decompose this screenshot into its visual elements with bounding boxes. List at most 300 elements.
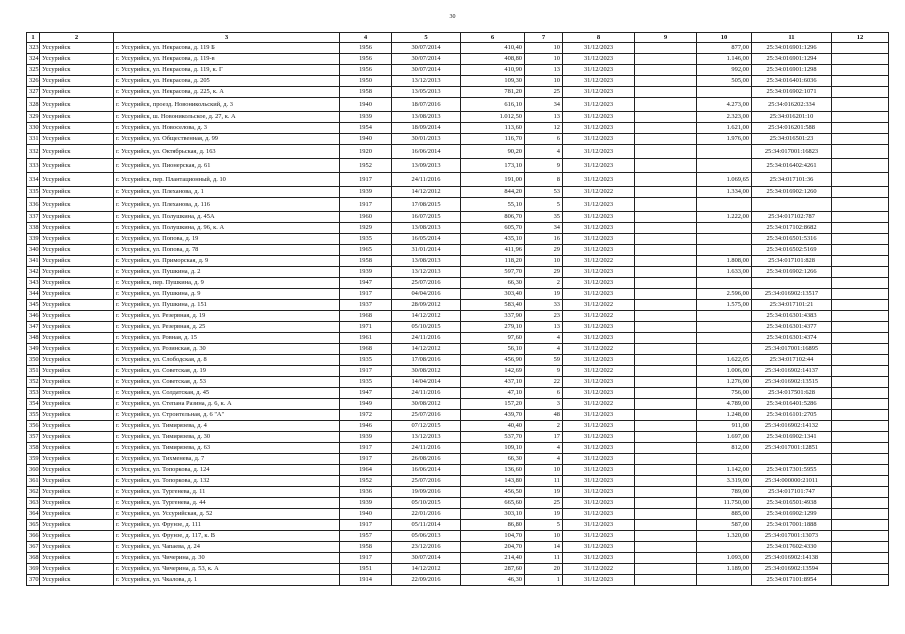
table-cell: 410,40 xyxy=(461,43,525,54)
table-cell: 31/01/2014 xyxy=(392,245,461,256)
table-cell: Уссурийск xyxy=(40,234,114,245)
table-cell xyxy=(635,145,697,159)
table-cell: г. Уссурийск, ул. Чапаева, д. 24 xyxy=(114,542,340,553)
table-cell xyxy=(635,366,697,377)
table-row xyxy=(27,212,889,223)
table-cell: 31/12/2023 xyxy=(563,212,635,223)
table-cell: 343 xyxy=(27,278,40,289)
table-cell: 1917 xyxy=(340,289,392,300)
table-cell: г. Уссурийск, ул. Ровная, д. 15 xyxy=(114,333,340,344)
table-cell: 4 xyxy=(525,344,563,355)
table-cell: 333 xyxy=(27,159,40,173)
table-cell: 30/07/2014 xyxy=(392,43,461,54)
table-cell: 31/12/2023 xyxy=(563,476,635,487)
table-cell xyxy=(832,278,889,289)
table-cell: 369 xyxy=(27,564,40,575)
table-cell: 11 xyxy=(525,476,563,487)
table-row xyxy=(27,476,889,487)
table-row xyxy=(27,54,889,65)
table-cell: 13/12/2013 xyxy=(392,432,461,443)
table-cell: 56,10 xyxy=(461,344,525,355)
table-cell: Уссурийск xyxy=(40,399,114,410)
table-cell: 31/12/2022 xyxy=(563,311,635,322)
table-cell: 19 xyxy=(525,289,563,300)
table-cell: 1.622,05 xyxy=(697,355,752,366)
table-cell xyxy=(635,443,697,454)
table-cell xyxy=(832,432,889,443)
table-cell: 345 xyxy=(27,300,40,311)
table-cell: г. Уссурийск, ул. Чкалова, д. 1 xyxy=(114,575,340,586)
table-cell: г. Уссурийск, ул. Некрасова, д. 119 Б xyxy=(114,43,340,54)
table-cell: Уссурийск xyxy=(40,212,114,223)
table-row xyxy=(27,322,889,333)
table-cell: Уссурийск xyxy=(40,564,114,575)
table-cell xyxy=(832,421,889,432)
table-cell xyxy=(697,575,752,586)
table-cell: 439,70 xyxy=(461,410,525,421)
table-cell: 31/12/2023 xyxy=(563,575,635,586)
table-row xyxy=(27,145,889,159)
table-cell: 1971 xyxy=(340,322,392,333)
table-cell: 30/07/2014 xyxy=(392,553,461,564)
column-header: 6 xyxy=(461,33,525,43)
table-cell: 25:34:017001:16823 xyxy=(752,145,832,159)
table-cell: 1956 xyxy=(340,54,392,65)
table-cell xyxy=(832,311,889,322)
table-cell xyxy=(635,377,697,388)
table-cell: 136,60 xyxy=(461,465,525,476)
table-cell: 25:34:017001:12851 xyxy=(752,443,832,454)
table-cell: 31/12/2023 xyxy=(563,388,635,399)
table-cell: 66,30 xyxy=(461,454,525,465)
table-cell: 66,30 xyxy=(461,278,525,289)
table-cell: Уссурийск xyxy=(40,256,114,267)
table-cell: 04/04/2016 xyxy=(392,289,461,300)
table-cell: Уссурийск xyxy=(40,366,114,377)
table-cell: 25:34:016502:5169 xyxy=(752,245,832,256)
table-cell: 25:34:016901:1294 xyxy=(752,54,832,65)
table-cell: г. Уссурийск, ш. Новоникольское, д. 27, к. А xyxy=(114,112,340,123)
table-cell xyxy=(832,65,889,76)
table-row xyxy=(27,410,889,421)
table-cell: г. Уссурийск, пер. Пушкина, д. 9 xyxy=(114,278,340,289)
table-cell: 781,20 xyxy=(461,87,525,98)
table-row xyxy=(27,173,889,187)
table-cell: 31/12/2023 xyxy=(563,112,635,123)
table-cell: 25:34:017001:16895 xyxy=(752,344,832,355)
table-cell: 1960 xyxy=(340,212,392,223)
table-cell: 31/12/2023 xyxy=(563,432,635,443)
table-cell: г. Уссурийск, ул. Общественная, д. 99 xyxy=(114,134,340,145)
table-row xyxy=(27,76,889,87)
table-cell: 31/12/2023 xyxy=(563,43,635,54)
table-cell: 31/12/2023 xyxy=(563,198,635,212)
table-cell: 350 xyxy=(27,355,40,366)
table-cell: 24/11/2016 xyxy=(392,388,461,399)
table-row xyxy=(27,399,889,410)
table-cell: 334 xyxy=(27,173,40,187)
table-cell: 31/12/2023 xyxy=(563,76,635,87)
table-cell: 214,40 xyxy=(461,553,525,564)
table-cell: 31/12/2022 xyxy=(563,344,635,355)
table-cell: 25:34:017501:628 xyxy=(752,388,832,399)
table-cell: 53 xyxy=(525,187,563,198)
table-row xyxy=(27,256,889,267)
table-cell: 19 xyxy=(525,487,563,498)
table-cell: Уссурийск xyxy=(40,43,114,54)
table-cell: 14/04/2014 xyxy=(392,377,461,388)
table-cell: г. Уссурийск, ул. Пушкина, д. 9 xyxy=(114,289,340,300)
table-cell: 1.222,00 xyxy=(697,212,752,223)
table-cell: 1940 xyxy=(340,98,392,112)
table-cell: 756,00 xyxy=(697,388,752,399)
table-cell xyxy=(635,256,697,267)
table-row xyxy=(27,234,889,245)
table-cell xyxy=(697,198,752,212)
table-cell: 329 xyxy=(27,112,40,123)
table-cell: 348 xyxy=(27,333,40,344)
column-header: 8 xyxy=(563,33,635,43)
table-cell: 10 xyxy=(525,256,563,267)
table-cell: 341 xyxy=(27,256,40,267)
column-header: 2 xyxy=(40,33,114,43)
table-cell: 25:34:016902:13515 xyxy=(752,377,832,388)
table-row xyxy=(27,278,889,289)
table-cell: 4 xyxy=(525,333,563,344)
table-row xyxy=(27,198,889,212)
table-row xyxy=(27,223,889,234)
table-cell xyxy=(832,564,889,575)
table-cell: 31/12/2023 xyxy=(563,245,635,256)
table-cell: 25:34:016402:4261 xyxy=(752,159,832,173)
table-cell xyxy=(832,399,889,410)
table-cell: 1972 xyxy=(340,410,392,421)
table-cell: 25:34:017101:36 xyxy=(752,173,832,187)
table-cell: 191,00 xyxy=(461,173,525,187)
table-cell: 346 xyxy=(27,311,40,322)
table-cell: 31/12/2023 xyxy=(563,87,635,98)
table-cell: 05/11/2014 xyxy=(392,520,461,531)
table-row xyxy=(27,564,889,575)
table-cell xyxy=(635,311,697,322)
table-cell: 505,00 xyxy=(697,76,752,87)
table-cell: 365 xyxy=(27,520,40,531)
table-cell: 31/12/2022 xyxy=(563,187,635,198)
table-cell: 11.750,00 xyxy=(697,498,752,509)
table-cell: 1949 xyxy=(340,399,392,410)
table-cell: г. Уссурийск, ул. Топоркова, д. 124 xyxy=(114,465,340,476)
table-cell: 367 xyxy=(27,542,40,553)
table-cell: 25:34:017101:747 xyxy=(752,487,832,498)
table-cell: 338 xyxy=(27,223,40,234)
table-cell xyxy=(635,322,697,333)
table-cell: 25:34:016902:13517 xyxy=(752,289,832,300)
table-cell: 992,00 xyxy=(697,65,752,76)
table-row xyxy=(27,520,889,531)
table-cell: 1914 xyxy=(340,575,392,586)
table-cell: 537,70 xyxy=(461,432,525,443)
table-row xyxy=(27,575,889,586)
table-cell: 29 xyxy=(525,267,563,278)
table-cell: 25:34:017001:13073 xyxy=(752,531,832,542)
table-cell: 23/12/2016 xyxy=(392,542,461,553)
table-cell: г. Уссурийск, ул. Новоселова, д. 3 xyxy=(114,123,340,134)
table-cell: Уссурийск xyxy=(40,54,114,65)
table-cell: Уссурийск xyxy=(40,198,114,212)
table-cell: 25:34:016201:588 xyxy=(752,123,832,134)
table-cell: 31/12/2023 xyxy=(563,134,635,145)
table-cell: 354 xyxy=(27,399,40,410)
table-row xyxy=(27,487,889,498)
table-cell: 2 xyxy=(525,278,563,289)
table-cell: 360 xyxy=(27,465,40,476)
column-header: 7 xyxy=(525,33,563,43)
table-cell xyxy=(832,476,889,487)
table-cell: 34 xyxy=(525,98,563,112)
table-cell xyxy=(635,267,697,278)
table-cell: Уссурийск xyxy=(40,65,114,76)
table-cell xyxy=(635,355,697,366)
table-cell: 25:34:016101:2705 xyxy=(752,410,832,421)
table-cell: 25:34:017301:5955 xyxy=(752,465,832,476)
table-cell: 19/09/2016 xyxy=(392,487,461,498)
table-cell xyxy=(832,443,889,454)
table-cell xyxy=(635,134,697,145)
table-cell: Уссурийск xyxy=(40,476,114,487)
table-cell: Уссурийск xyxy=(40,311,114,322)
table-cell: 25:34:016902:13594 xyxy=(752,564,832,575)
table-cell: г. Уссурийск, ул. Тургенева, д. 44 xyxy=(114,498,340,509)
table-cell xyxy=(697,311,752,322)
table-cell xyxy=(635,65,697,76)
table-cell: 303,40 xyxy=(461,289,525,300)
table-cell: 844,20 xyxy=(461,187,525,198)
table-cell: г. Уссурийск, ул. Фрунзе, д. 117, к. В xyxy=(114,531,340,542)
table-cell: 31/12/2023 xyxy=(563,509,635,520)
table-cell: 25:34:016902:1071 xyxy=(752,87,832,98)
table-cell: 1.621,00 xyxy=(697,123,752,134)
table-cell: 344 xyxy=(27,289,40,300)
table-cell: 1935 xyxy=(340,234,392,245)
table-row xyxy=(27,267,889,278)
table-cell xyxy=(697,322,752,333)
table-cell: 1.697,00 xyxy=(697,432,752,443)
table-cell: г. Уссурийск, ул. Тимирязева, д. 30 xyxy=(114,432,340,443)
table-cell: 30/01/2013 xyxy=(392,134,461,145)
table-cell xyxy=(635,487,697,498)
table-cell: 30/07/2014 xyxy=(392,65,461,76)
table-cell: 31/12/2023 xyxy=(563,421,635,432)
table-cell: 4 xyxy=(525,454,563,465)
table-cell: 2.596,00 xyxy=(697,289,752,300)
table-cell: 1940 xyxy=(340,134,392,145)
table-cell: г. Уссурийск, ул. Уссурийская, д. 52 xyxy=(114,509,340,520)
table-cell: 31/12/2023 xyxy=(563,542,635,553)
table-cell: 1936 xyxy=(340,487,392,498)
table-cell: г. Уссурийск, ул. Пушкина, д. 2 xyxy=(114,267,340,278)
column-header: 9 xyxy=(635,33,697,43)
table-cell: 34 xyxy=(525,223,563,234)
table-cell: г. Уссурийск, ул. Резервная, д. 19 xyxy=(114,311,340,322)
table-cell: 332 xyxy=(27,145,40,159)
table-cell: г. Уссурийск, ул. Солдатская, д. 45 xyxy=(114,388,340,399)
table-cell xyxy=(832,322,889,333)
table-cell: 1939 xyxy=(340,112,392,123)
table-row xyxy=(27,465,889,476)
table-cell: 31/12/2023 xyxy=(563,145,635,159)
table-cell: 789,00 xyxy=(697,487,752,498)
table-cell: г. Уссурийск, ул. Чичерина, д. 30 xyxy=(114,553,340,564)
table-cell: 31/12/2022 xyxy=(563,564,635,575)
table-cell: Уссурийск xyxy=(40,134,114,145)
table-cell: Уссурийск xyxy=(40,267,114,278)
table-cell xyxy=(635,465,697,476)
table-cell: 1939 xyxy=(340,267,392,278)
table-cell: Уссурийск xyxy=(40,355,114,366)
table-row xyxy=(27,388,889,399)
table-cell: 1917 xyxy=(340,173,392,187)
table-cell: Уссурийск xyxy=(40,432,114,443)
table-cell: 361 xyxy=(27,476,40,487)
table-cell: 30/08/2012 xyxy=(392,399,461,410)
table-cell: 24/11/2016 xyxy=(392,333,461,344)
table-cell xyxy=(635,498,697,509)
table-cell: 1950 xyxy=(340,76,392,87)
table-cell: 1957 xyxy=(340,531,392,542)
table-cell: г. Уссурийск, ул. Степана Разина, д. 6, к. А xyxy=(114,399,340,410)
table-cell: 5 xyxy=(525,198,563,212)
table-cell: 877,00 xyxy=(697,43,752,54)
table-cell xyxy=(697,454,752,465)
table-cell xyxy=(832,245,889,256)
table-cell: 31/12/2023 xyxy=(563,267,635,278)
table-row xyxy=(27,333,889,344)
table-cell xyxy=(832,223,889,234)
table-cell: Уссурийск xyxy=(40,145,114,159)
table-cell: 25:34:000000:21011 xyxy=(752,476,832,487)
table-cell: 48 xyxy=(525,410,563,421)
table-cell xyxy=(635,112,697,123)
table-cell: 12 xyxy=(525,123,563,134)
table-cell: 25:34:016902:14137 xyxy=(752,366,832,377)
table-cell: 9 xyxy=(525,366,563,377)
table-cell: 14/12/2012 xyxy=(392,311,461,322)
table-cell: г. Уссурийск, ул. Полушкина, д. 45А xyxy=(114,212,340,223)
table-cell: 411,96 xyxy=(461,245,525,256)
table-cell: 587,00 xyxy=(697,520,752,531)
table-row xyxy=(27,123,889,134)
table-cell xyxy=(832,87,889,98)
table-cell: 31/12/2023 xyxy=(563,487,635,498)
table-cell: Уссурийск xyxy=(40,377,114,388)
table-cell xyxy=(697,223,752,234)
table-cell xyxy=(832,123,889,134)
table-cell xyxy=(832,187,889,198)
table-cell: 370 xyxy=(27,575,40,586)
table-cell: 357 xyxy=(27,432,40,443)
table-cell: г. Уссурийск, ул. Тимирязева, д. 4 xyxy=(114,421,340,432)
table-cell: 104,70 xyxy=(461,531,525,542)
table-cell: 364 xyxy=(27,509,40,520)
table-cell xyxy=(832,256,889,267)
table-cell: 287,60 xyxy=(461,564,525,575)
table-cell: 55,10 xyxy=(461,198,525,212)
table-cell: 355 xyxy=(27,410,40,421)
table-cell: Уссурийск xyxy=(40,98,114,112)
table-cell xyxy=(832,54,889,65)
table-cell xyxy=(635,187,697,198)
table-cell xyxy=(832,388,889,399)
table-row xyxy=(27,542,889,553)
table-cell: 1947 xyxy=(340,278,392,289)
table-cell: 18/07/2016 xyxy=(392,98,461,112)
column-header: 10 xyxy=(697,33,752,43)
table-cell: 1937 xyxy=(340,300,392,311)
table-cell: 806,70 xyxy=(461,212,525,223)
table-cell: 1935 xyxy=(340,355,392,366)
table-cell xyxy=(697,234,752,245)
table-cell: 25 xyxy=(525,498,563,509)
table-cell: 366 xyxy=(27,531,40,542)
table-cell xyxy=(832,498,889,509)
table-cell: 1.006,00 xyxy=(697,366,752,377)
column-header: 11 xyxy=(752,33,832,43)
table-cell: 303,10 xyxy=(461,509,525,520)
table-cell xyxy=(635,388,697,399)
table-cell: г. Уссурийск, проезд. Новоникольский, д. 3 xyxy=(114,98,340,112)
table-cell: 13/09/2013 xyxy=(392,159,461,173)
table-cell: 31/12/2022 xyxy=(563,300,635,311)
table-cell: 1.093,00 xyxy=(697,553,752,564)
table-cell: г. Уссурийск, ул. Советская, д. 19 xyxy=(114,366,340,377)
table-cell xyxy=(832,465,889,476)
table-cell: 1917 xyxy=(340,520,392,531)
table-cell: 25 xyxy=(525,87,563,98)
table-cell: 1920 xyxy=(340,145,392,159)
table-row xyxy=(27,159,889,173)
table-cell: 349 xyxy=(27,344,40,355)
table-cell: 1952 xyxy=(340,159,392,173)
table-cell xyxy=(635,399,697,410)
table-cell: 1961 xyxy=(340,333,392,344)
table-cell: 359 xyxy=(27,454,40,465)
table-row xyxy=(27,98,889,112)
table-cell: 25:34:016902:14132 xyxy=(752,421,832,432)
table-cell: 1935 xyxy=(340,377,392,388)
table-cell xyxy=(635,564,697,575)
table-cell: 31/12/2023 xyxy=(563,123,635,134)
registry-table xyxy=(26,32,889,586)
table-cell: 16/06/2014 xyxy=(392,465,461,476)
table-body xyxy=(27,43,889,586)
table-cell: 1.248,00 xyxy=(697,410,752,421)
table-cell: 157,20 xyxy=(461,399,525,410)
column-header: 5 xyxy=(392,33,461,43)
column-header: 3 xyxy=(114,33,340,43)
table-cell: 325 xyxy=(27,65,40,76)
table-cell: г. Уссурийск, ул. Фрунзе, д. 111 xyxy=(114,520,340,531)
table-cell: 368 xyxy=(27,553,40,564)
table-cell: 1917 xyxy=(340,553,392,564)
table-cell: 16 xyxy=(525,234,563,245)
table-cell: 31/12/2023 xyxy=(563,520,635,531)
table-cell: 1.276,00 xyxy=(697,377,752,388)
table-cell: 17 xyxy=(525,432,563,443)
table-cell: 10 xyxy=(525,54,563,65)
table-cell: 13 xyxy=(525,112,563,123)
table-cell xyxy=(635,333,697,344)
table-cell: 1965 xyxy=(340,245,392,256)
